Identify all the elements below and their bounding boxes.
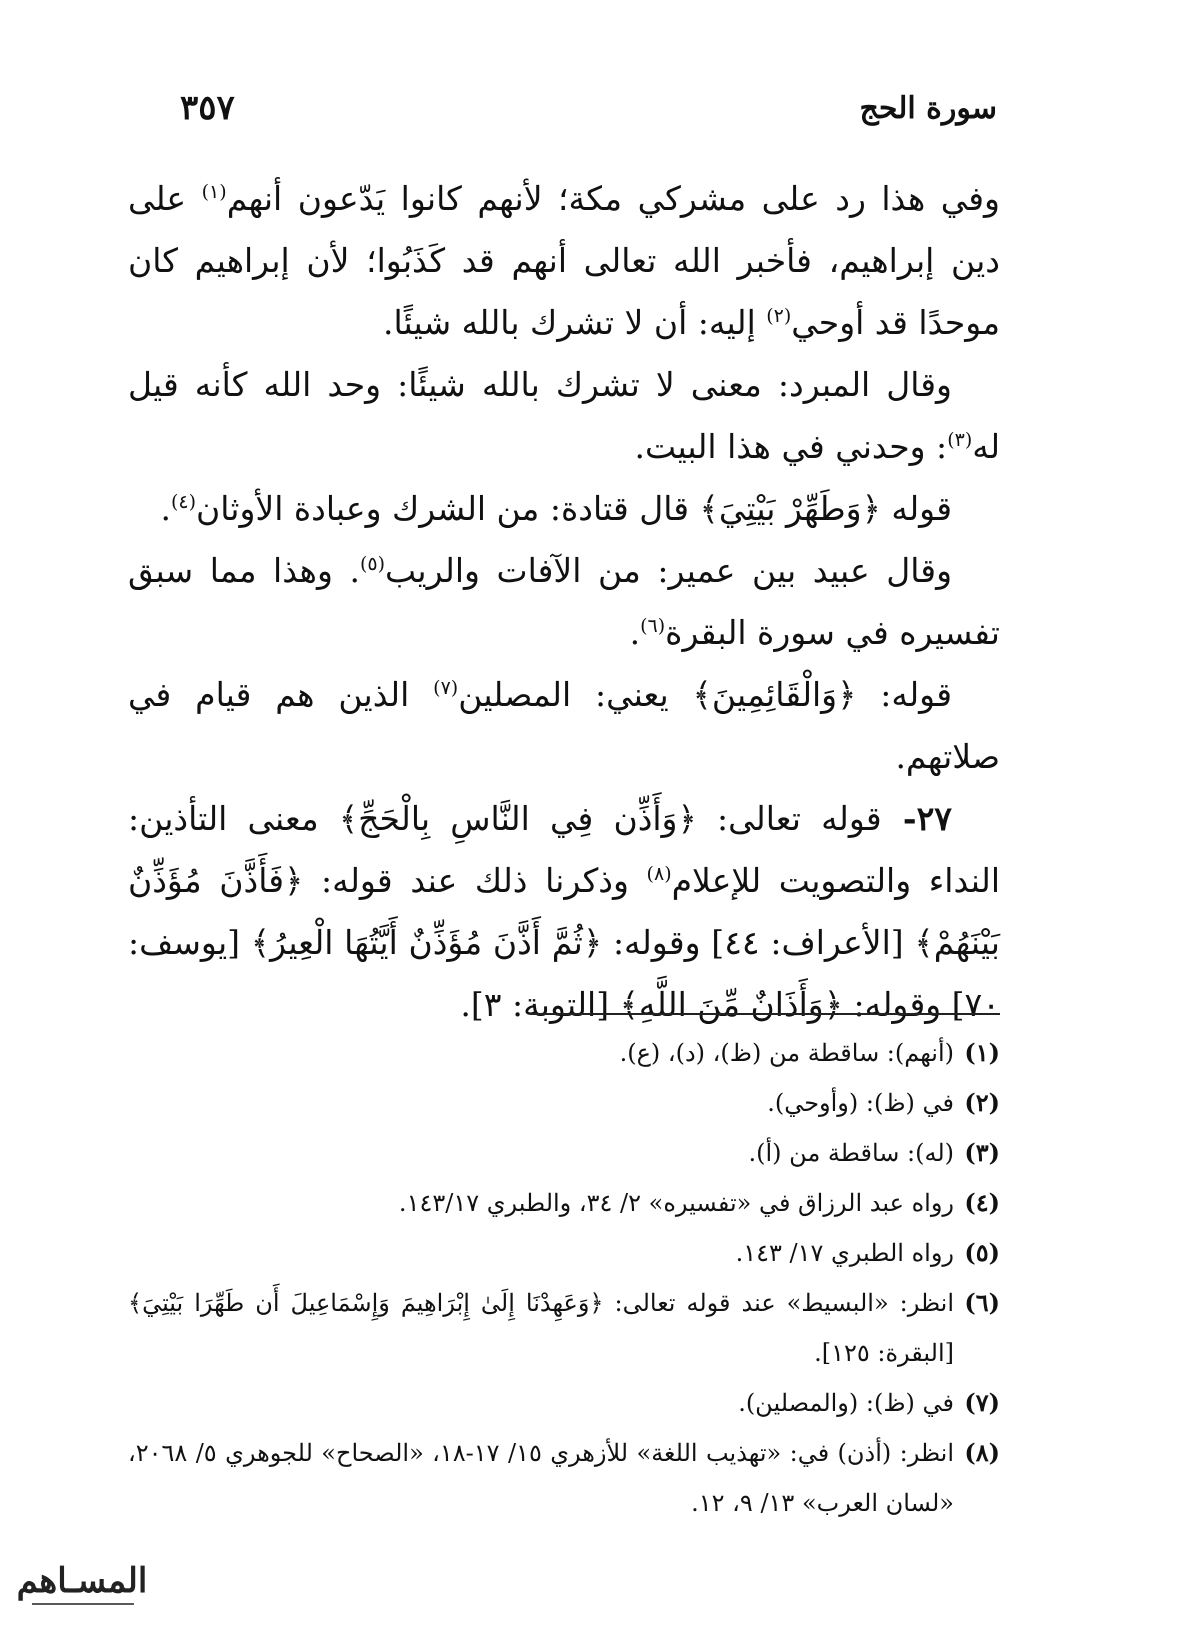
footnotes [128,1028,1000,1528]
text-run: وفي هذا رد على مشركي مكة؛ لأنهم كانوا يَدّعون أنهم [226,179,1000,218]
quran-verse: ﴿فَأَذَّنَ مُؤَذِّنٌ بَيْنَهُمْ﴾ [128,861,1000,962]
footnote-number: (١) [964,1038,1000,1067]
footnote [128,1028,1000,1078]
verse-number: ٢٧- [881,799,953,838]
text-run: قوله [891,489,952,528]
footnote-text: في (ظ): (والمصلين). [738,1389,954,1417]
quran-verse: ﴿وَأَذِّن فِي النَّاسِ بِالْحَجِّ﴾ [338,799,697,838]
footnote-text: (أنهم): ساقطة من (ظ)، (د)، (ع). [619,1039,954,1067]
page-number: ٣٥٧ [180,88,235,128]
footnote-ref-3: (٣) [947,429,973,451]
footnote-number: (٨) [964,1438,1000,1467]
text-run: : وحدني في هذا البيت. [634,427,948,466]
quran-verse: ﴿ثُمَّ أَذَّنَ مُؤَذِّنٌ أَيَّتُهَا الْعِيرُ﴾ [250,923,603,962]
text-run: [يوسف: ٧٠] وقوله: [128,923,1000,1024]
text-run: على دين إبراهيم، فأخبر الله تعالى أنهم قد كَذَبُوا؛ لأن إبراهيم كان موحدًا قد أوحي [128,179,1000,342]
paragraph-1 [128,168,1000,354]
text-run: وذكرنا ذلك عند قوله: [303,861,647,900]
text-run: وقال المبرد: معنى لا تشرك بالله شيئًا: وحد الله كأنه قيل له [128,365,1000,466]
page-header [180,78,997,138]
text-run: إليه: أن لا تشرك بالله شيئًا. [383,303,767,342]
footnote-ref-8: (٨) [646,863,672,885]
footnote-number: (٢) [964,1088,1000,1117]
footnote-number: (٤) [964,1188,1000,1217]
text-run: قال قتادة: من الشرك وعبادة الأوثان [196,489,700,528]
footnote [128,1428,1000,1528]
footnote-text: انظر: «البسيط» عند قوله تعالى: ﴿وَعَهِدْنَا إِلَىٰ إِبْرَاهِيمَ وَإِسْمَاعِيلَ أَن طَهِّرَا بَيْتِيَ﴾ [البقرة: ١٢٥]. [128,1289,954,1367]
footnote-text: رواه عبد الرزاق في «تفسيره» ٢/ ٣٤، والطبري ١٤٣/١٧. [398,1189,954,1217]
footnote-ref-4: (٤) [170,491,196,513]
quran-verse: ﴿وَطَهِّرْ بَيْتِيَ﴾ [699,489,881,528]
text-run: [الأعراف: ٤٤] وقوله: [602,923,915,962]
footnote [128,1178,1000,1228]
paragraph-6 [128,788,1000,1036]
footnote-text: انظر: (أذن) في: «تهذيب اللغة» للأزهري ١٥/ ١٧-١٨، «الصحاح» للجوهري ٥/ ٢٠٦٨، «لسان العرب» ١٣/ ٩، ١٢. [128,1439,955,1517]
quran-verse: ﴿وَالْقَائِمِينَ﴾ [692,675,857,714]
stamp-logo [12,1544,152,1620]
footnote-text: في (ظ): (وأوحي). [767,1089,954,1117]
text-run: قوله: [856,675,952,714]
footnote [128,1378,1000,1428]
footnote-text: رواه الطبري ١٧/ ١٤٣. [735,1239,954,1267]
paragraph-5 [128,664,1000,788]
footnote-number: (٧) [964,1388,1000,1417]
text-run: . وهذا مما سبق تفسيره في سورة البقرة [128,551,1000,652]
text-run: يعني: المصلين [458,675,693,714]
footnote [128,1078,1000,1128]
paragraph-4 [128,540,1000,664]
footnote-ref-5: (٥) [359,553,386,575]
footnote-ref-2: (٢) [766,305,792,327]
quran-verse: ﴿وَأَذَانٌ مِّنَ اللَّهِ﴾ [619,985,844,1024]
footnote [128,1228,1000,1278]
footnote-ref-6: (٦) [640,615,666,637]
stamp-text: المسـاهم [16,1561,148,1601]
footnote-divider [530,1013,1000,1015]
text-run: . [629,613,641,652]
paragraph-2 [128,354,1000,478]
footnote-number: (٣) [964,1138,1000,1167]
text-run: معنى التأذين: النداء والتصويت للإعلام [128,799,1000,900]
text-run: قوله تعالى: [696,799,882,838]
text-run: [التوبة: ٣]. [460,985,620,1024]
text-run: الذين هم قيام في صلاتهم. [128,675,1000,776]
footnote-number: (٥) [964,1238,1000,1267]
paragraph-3 [128,478,1000,540]
footnote-number: (٦) [964,1288,1000,1317]
text-run: وقال عبيد بين عمير: من الآفات والريب [385,551,953,590]
footnote-text: (له): ساقطة من (أ). [748,1139,954,1167]
footnote-ref-1: (١) [201,181,227,203]
footnote [128,1128,1000,1178]
surah-title: سورة الحج [859,90,997,126]
main-text [128,168,1000,1036]
footnote-ref-7: (٧) [433,677,459,699]
text-run: . [160,489,171,528]
footnote [128,1278,1000,1378]
